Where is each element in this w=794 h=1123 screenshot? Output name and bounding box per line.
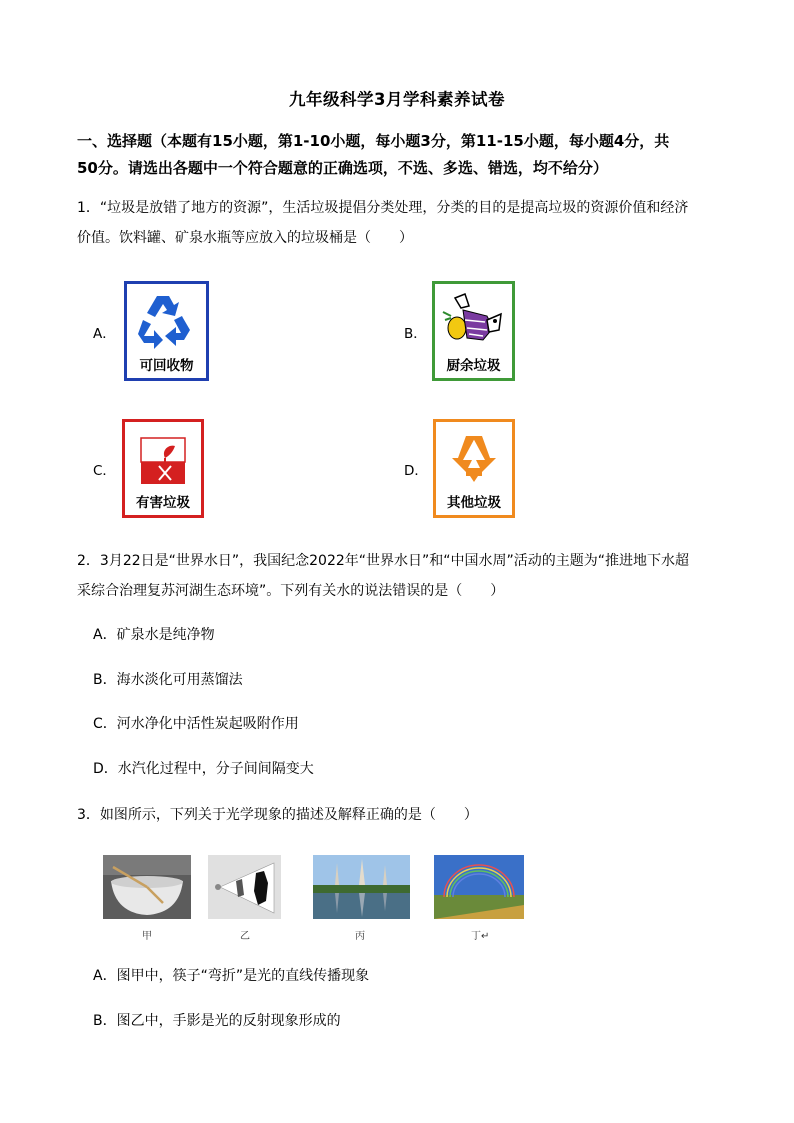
rainbow-image <box>434 855 524 919</box>
image-label-jia: 甲 <box>142 931 152 942</box>
option-d-label[interactable]: D． <box>404 463 428 479</box>
fishbone-icon <box>435 286 512 356</box>
question-3-option-b[interactable]: B．图乙中，手影是光的反射现象形成的 <box>93 1013 341 1029</box>
hazardous-waste-bin-option-c[interactable] <box>122 419 204 518</box>
option-b-label[interactable]: B． <box>404 326 427 342</box>
section-heading-line1: 一、选择题（本题有15小题，第1-10小题，每小题3分，第11-15小题，每小题4分，共 <box>77 132 670 150</box>
question-3-stem: 3．如图所示，下列关于光学现象的描述及解释正确的是（ ） <box>77 807 478 823</box>
recyclable-bin-option-a[interactable] <box>124 281 209 381</box>
option-a-label[interactable]: A． <box>93 326 116 342</box>
other-waste-bin-option-d[interactable] <box>433 419 515 518</box>
hand-shadow-image <box>208 855 281 919</box>
question-2-line2: 采综合治理复苏河湖生态环境”。下列有关水的说法错误的是（ ） <box>77 583 505 599</box>
hazard-icon <box>125 424 201 494</box>
question-2-option-a[interactable]: A．矿泉水是纯净物 <box>93 627 215 643</box>
recycle-icon <box>127 286 206 356</box>
other-waste-icon <box>436 424 512 494</box>
bin-caption: 厨余垃圾 <box>446 358 501 374</box>
bin-caption: 其他垃圾 <box>447 495 501 511</box>
image-label-ding: 丁↵ <box>471 931 490 942</box>
bin-caption: 有害垃圾 <box>136 495 190 511</box>
question-1-line2: 价值。饮料罐、矿泉水瓶等应放入的垃圾桶是（ ） <box>77 230 413 246</box>
question-1-stem <box>77 193 722 253</box>
section-heading <box>77 128 722 182</box>
question-1-line1: 1．“垃圾是放错了地方的资源”，生活垃圾提倡分类处理，分类的目的是提高垃圾的资源价值和经济 <box>77 200 689 216</box>
question-2-stem <box>77 546 722 606</box>
question-2-option-c[interactable]: C．河水净化中活性炭起吸附作用 <box>93 716 299 732</box>
question-2-option-d[interactable]: D．水汽化过程中，分子间间隔变大 <box>93 761 314 777</box>
option-c-label[interactable]: C． <box>93 463 116 479</box>
bin-caption: 可回收物 <box>139 358 194 374</box>
image-label-bing: 丙 <box>355 931 365 942</box>
page-title: 九年级科学3月学科素养试卷 <box>289 90 505 109</box>
kitchen-waste-bin-option-b[interactable] <box>432 281 515 381</box>
section-heading-line2: 50分。请选出各题中一个符合题意的正确选项，不选、多选、错选，均不给分） <box>77 159 608 177</box>
question-2-line1: 2．3月22日是“世界水日”，我国纪念2022年“世界水日”和“中国水周”活动的主题为“推进地下水超 <box>77 553 690 569</box>
bowl-chopstick-image <box>103 855 191 919</box>
question-3-option-a[interactable]: A．图甲中，筷子“弯折”是光的直线传播现象 <box>93 968 370 984</box>
pagoda-reflection-image <box>313 855 410 919</box>
question-2-option-b[interactable]: B．海水淡化可用蒸馏法 <box>93 672 243 688</box>
image-label-yi: 乙 <box>240 931 250 942</box>
